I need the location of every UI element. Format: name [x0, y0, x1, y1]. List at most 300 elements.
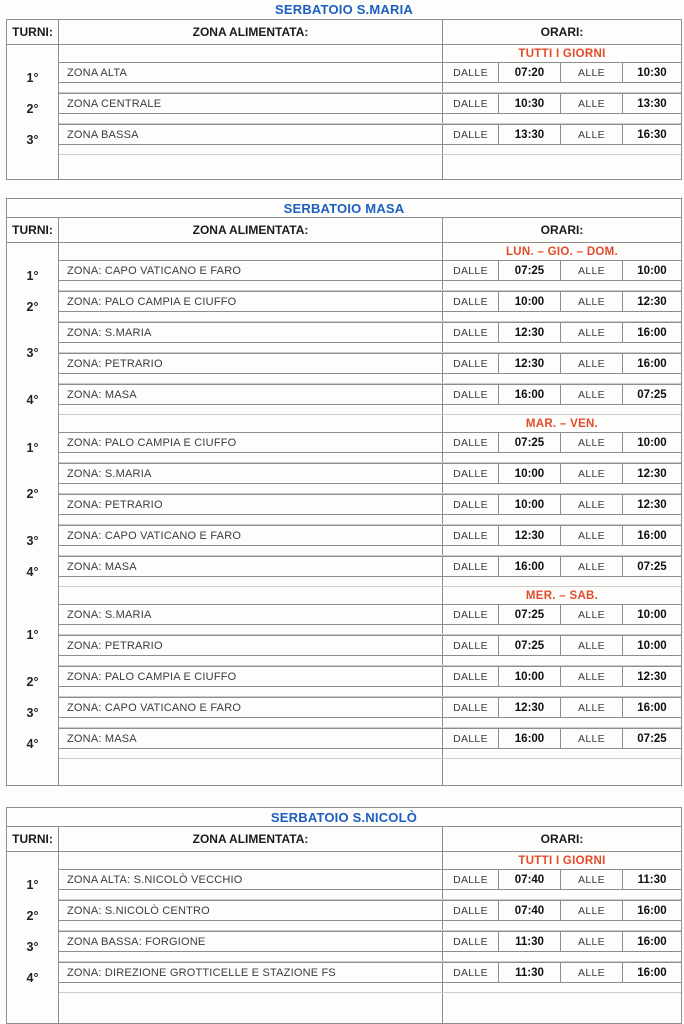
row-spacer-orari	[442, 114, 681, 123]
day-header-turni-spacer	[7, 243, 59, 260]
time-range	[442, 900, 681, 921]
schedule-row	[59, 728, 681, 749]
row-spacer-orari	[442, 890, 681, 899]
time-from: 12:30	[499, 697, 561, 718]
time-to: 10:30	[623, 62, 681, 83]
schedule-row	[59, 525, 681, 546]
alle-label: ALLE	[561, 697, 623, 718]
dalle-label: DALLE	[443, 728, 499, 749]
schedule-table-serbatoio-s-nicol	[6, 807, 682, 1024]
day-header-zona-spacer	[59, 587, 442, 604]
row-spacer-zona	[59, 625, 442, 634]
dalle-label: DALLE	[443, 384, 499, 405]
table-footer-spacer	[7, 155, 681, 179]
row-spacer	[59, 546, 681, 556]
zone-name: ZONA CENTRALE	[59, 93, 442, 114]
row-spacer-zona	[59, 687, 442, 696]
alle-label: ALLE	[561, 525, 623, 546]
schedule-row	[59, 962, 681, 983]
schedule-row	[59, 635, 681, 656]
turno-block-rows	[59, 124, 681, 155]
alle-label: ALLE	[561, 124, 623, 145]
schedule-row	[59, 494, 681, 515]
row-spacer-zona	[59, 515, 442, 524]
alle-label: ALLE	[561, 463, 623, 484]
column-header-turni: TURNI:	[7, 20, 59, 44]
alle-label: ALLE	[561, 353, 623, 374]
time-range	[442, 604, 681, 625]
dalle-label: DALLE	[443, 556, 499, 577]
turno-block	[7, 124, 681, 155]
time-range	[442, 124, 681, 145]
turno-number: 3°	[7, 525, 59, 556]
time-to: 11:30	[623, 869, 681, 890]
time-to: 10:00	[623, 260, 681, 281]
zone-name: ZONA: CAPO VATICANO E FARO	[59, 697, 442, 718]
zone-name: ZONA: MASA	[59, 556, 442, 577]
row-spacer-zona	[59, 656, 442, 665]
time-range	[442, 463, 681, 484]
time-to: 16:00	[623, 931, 681, 952]
table-title: SERBATOIO MASA	[6, 198, 682, 218]
row-spacer-zona	[59, 484, 442, 493]
alle-label: ALLE	[561, 666, 623, 687]
zone-name: ZONA: S.MARIA	[59, 322, 442, 343]
time-from: 07:20	[499, 62, 561, 83]
row-spacer-orari	[442, 515, 681, 524]
day-header-turni-spacer	[7, 415, 59, 432]
time-range	[442, 869, 681, 890]
column-header-turni: TURNI:	[7, 218, 59, 242]
alle-label: ALLE	[561, 93, 623, 114]
turno-number: 4°	[7, 384, 59, 415]
alle-label: ALLE	[561, 931, 623, 952]
time-from: 16:00	[499, 728, 561, 749]
dalle-label: DALLE	[443, 604, 499, 625]
water-schedule-document	[6, 0, 682, 1024]
time-range	[442, 556, 681, 577]
zone-name: ZONA: PALO CAMPIA E CIUFFO	[59, 432, 442, 453]
table-body	[6, 827, 682, 1024]
day-header: MER. – SAB.	[442, 587, 681, 604]
column-header-orari: ORARI:	[442, 218, 681, 242]
schedule-row	[59, 322, 681, 343]
alle-label: ALLE	[561, 260, 623, 281]
zone-name: ZONA: S.MARIA	[59, 463, 442, 484]
turno-number: 3°	[7, 124, 59, 155]
row-spacer-orari	[442, 983, 681, 992]
schedule-row	[59, 697, 681, 718]
row-spacer-orari	[442, 312, 681, 321]
table-footer-spacer	[7, 759, 681, 785]
time-to: 12:30	[623, 494, 681, 515]
footer-spacer-turni	[7, 155, 59, 179]
row-spacer	[59, 718, 681, 728]
dalle-label: DALLE	[443, 900, 499, 921]
turno-block-rows	[59, 62, 681, 93]
zone-name: ZONA: PETRARIO	[59, 494, 442, 515]
time-to: 10:00	[623, 432, 681, 453]
row-spacer	[59, 577, 681, 587]
day-header-zona-spacer	[59, 852, 442, 869]
turno-block	[7, 93, 681, 124]
schedule-row	[59, 62, 681, 83]
day-header: MAR. – VEN.	[442, 415, 681, 432]
dalle-label: DALLE	[443, 494, 499, 515]
time-from: 07:25	[499, 432, 561, 453]
zone-name: ZONA: PALO CAMPIA E CIUFFO	[59, 291, 442, 312]
time-from: 11:30	[499, 931, 561, 952]
time-range	[442, 635, 681, 656]
turno-block	[7, 463, 681, 525]
zone-name: ZONA: S.NICOLÒ CENTRO	[59, 900, 442, 921]
row-spacer-orari	[442, 343, 681, 352]
row-spacer-orari	[442, 281, 681, 290]
row-spacer-zona	[59, 281, 442, 290]
time-range	[442, 494, 681, 515]
schedule-table-serbatoio-s-maria	[6, 0, 682, 180]
dalle-label: DALLE	[443, 962, 499, 983]
row-spacer-zona	[59, 546, 442, 555]
dalle-label: DALLE	[443, 260, 499, 281]
dalle-label: DALLE	[443, 666, 499, 687]
row-spacer	[59, 515, 681, 525]
row-spacer-orari	[442, 577, 681, 586]
alle-label: ALLE	[561, 384, 623, 405]
row-spacer-orari	[442, 952, 681, 961]
zone-name: ZONA: MASA	[59, 728, 442, 749]
time-range	[442, 931, 681, 952]
day-header-row	[7, 415, 681, 432]
schedule-row	[59, 260, 681, 281]
turno-block	[7, 931, 681, 962]
time-from: 12:30	[499, 525, 561, 546]
schedule-row	[59, 666, 681, 687]
footer-spacer-orari	[442, 759, 681, 785]
table-body	[6, 218, 682, 786]
time-from: 10:00	[499, 494, 561, 515]
turno-block	[7, 384, 681, 415]
turno-number: 2°	[7, 900, 59, 931]
row-spacer	[59, 312, 681, 322]
time-from: 07:25	[499, 635, 561, 656]
row-spacer	[59, 405, 681, 415]
alle-label: ALLE	[561, 962, 623, 983]
turno-block	[7, 291, 681, 322]
time-to: 10:00	[623, 604, 681, 625]
row-spacer	[59, 625, 681, 635]
row-spacer	[59, 952, 681, 962]
row-spacer	[59, 145, 681, 155]
time-range	[442, 728, 681, 749]
time-range	[442, 353, 681, 374]
time-range	[442, 697, 681, 718]
turno-block-rows	[59, 697, 681, 728]
time-range	[442, 93, 681, 114]
time-range	[442, 291, 681, 312]
zone-name: ZONA ALTA: S.NICOLÒ VECCHIO	[59, 869, 442, 890]
schedule-row	[59, 93, 681, 114]
dalle-label: DALLE	[443, 62, 499, 83]
row-spacer	[59, 343, 681, 353]
day-header-row	[7, 852, 681, 869]
turno-block-rows	[59, 525, 681, 556]
turno-number: 1°	[7, 62, 59, 93]
turno-block-rows	[59, 962, 681, 993]
time-to: 12:30	[623, 463, 681, 484]
turno-number: 1°	[7, 604, 59, 666]
footer-spacer-zona	[59, 155, 442, 179]
time-to: 16:00	[623, 525, 681, 546]
row-spacer-zona	[59, 145, 442, 154]
row-spacer	[59, 374, 681, 384]
row-spacer-orari	[442, 453, 681, 462]
row-spacer-orari	[442, 405, 681, 414]
alle-label: ALLE	[561, 494, 623, 515]
zone-name: ZONA: CAPO VATICANO E FARO	[59, 260, 442, 281]
day-header-row	[7, 45, 681, 62]
time-to: 16:00	[623, 962, 681, 983]
turno-block-rows	[59, 384, 681, 415]
row-spacer	[59, 656, 681, 666]
row-spacer	[59, 749, 681, 759]
row-spacer	[59, 281, 681, 291]
time-to: 16:00	[623, 900, 681, 921]
time-to: 12:30	[623, 666, 681, 687]
schedule-row	[59, 931, 681, 952]
turno-block	[7, 900, 681, 931]
row-spacer	[59, 484, 681, 494]
time-to: 07:25	[623, 384, 681, 405]
footer-spacer-orari	[442, 155, 681, 179]
row-spacer-orari	[442, 749, 681, 758]
time-to: 07:25	[623, 728, 681, 749]
turno-block-rows	[59, 869, 681, 900]
day-header-row	[7, 587, 681, 604]
row-spacer-zona	[59, 453, 442, 462]
turno-block	[7, 556, 681, 587]
turno-number: 1°	[7, 432, 59, 463]
row-spacer-zona	[59, 749, 442, 758]
turno-block-rows	[59, 463, 681, 525]
day-header-turni-spacer	[7, 45, 59, 62]
time-range	[442, 432, 681, 453]
time-range	[442, 62, 681, 83]
row-spacer-zona	[59, 83, 442, 92]
turno-block	[7, 666, 681, 697]
schedule-row	[59, 556, 681, 577]
zone-name: ZONA BASSA: FORGIONE	[59, 931, 442, 952]
time-from: 12:30	[499, 322, 561, 343]
time-from: 07:25	[499, 260, 561, 281]
schedule-row	[59, 869, 681, 890]
table-title: SERBATOIO S.MARIA	[6, 0, 682, 20]
turno-number: 2°	[7, 291, 59, 322]
schedule-row	[59, 604, 681, 625]
turno-block	[7, 962, 681, 993]
time-from: 10:30	[499, 93, 561, 114]
column-header-zona: ZONA ALIMENTATA:	[192, 832, 309, 846]
zone-name: ZONA: S.MARIA	[59, 604, 442, 625]
schedule-row	[59, 291, 681, 312]
turno-number: 1°	[7, 260, 59, 291]
time-to: 16:00	[623, 697, 681, 718]
alle-label: ALLE	[561, 604, 623, 625]
zone-name: ZONA BASSA	[59, 124, 442, 145]
schedule-row	[59, 124, 681, 145]
schedule-row	[59, 463, 681, 484]
time-from: 10:00	[499, 291, 561, 312]
dalle-label: DALLE	[443, 697, 499, 718]
turno-number: 4°	[7, 728, 59, 759]
row-spacer-zona	[59, 312, 442, 321]
turno-block-rows	[59, 900, 681, 931]
row-spacer-orari	[442, 484, 681, 493]
column-header-zona: ZONA ALIMENTATA:	[192, 223, 309, 237]
dalle-label: DALLE	[443, 869, 499, 890]
time-from: 10:00	[499, 463, 561, 484]
column-header-row	[7, 218, 681, 243]
row-spacer-orari	[442, 625, 681, 634]
time-from: 11:30	[499, 962, 561, 983]
zone-name: ZONA ALTA	[59, 62, 442, 83]
zone-name: ZONA: MASA	[59, 384, 442, 405]
turno-block	[7, 62, 681, 93]
row-spacer	[59, 890, 681, 900]
alle-label: ALLE	[561, 62, 623, 83]
dalle-label: DALLE	[443, 432, 499, 453]
row-spacer-orari	[442, 718, 681, 727]
turno-block-rows	[59, 556, 681, 587]
row-spacer-orari	[442, 145, 681, 154]
schedule-row	[59, 353, 681, 374]
turno-number: 4°	[7, 962, 59, 993]
row-spacer-orari	[442, 687, 681, 696]
row-spacer-zona	[59, 921, 442, 930]
row-spacer-orari	[442, 656, 681, 665]
turno-block-rows	[59, 322, 681, 384]
footer-spacer-turni	[7, 759, 59, 785]
dalle-label: DALLE	[443, 322, 499, 343]
row-spacer	[59, 921, 681, 931]
day-header-zona-spacer	[59, 243, 442, 260]
time-range	[442, 962, 681, 983]
alle-label: ALLE	[561, 432, 623, 453]
day-header: TUTTI I GIORNI	[442, 45, 681, 62]
row-spacer	[59, 983, 681, 993]
schedule-table-serbatoio-masa	[6, 198, 682, 786]
turno-block	[7, 697, 681, 728]
day-header: LUN. – GIO. – DOM.	[442, 243, 681, 260]
turno-block-rows	[59, 931, 681, 962]
zone-name: ZONA: PETRARIO	[59, 635, 442, 656]
row-spacer-zona	[59, 343, 442, 352]
turno-number: 2°	[7, 93, 59, 124]
column-header-zona: ZONA ALIMENTATA:	[192, 25, 309, 39]
alle-label: ALLE	[561, 869, 623, 890]
table-footer-spacer	[7, 993, 681, 1023]
turno-block	[7, 604, 681, 666]
alle-label: ALLE	[561, 556, 623, 577]
alle-label: ALLE	[561, 322, 623, 343]
time-from: 10:00	[499, 666, 561, 687]
zone-name: ZONA: PETRARIO	[59, 353, 442, 374]
row-spacer-zona	[59, 890, 442, 899]
footer-spacer-turni	[7, 993, 59, 1023]
time-range	[442, 666, 681, 687]
time-range	[442, 384, 681, 405]
dalle-label: DALLE	[443, 463, 499, 484]
dalle-label: DALLE	[443, 124, 499, 145]
column-header-turni: TURNI:	[7, 827, 59, 851]
time-from: 07:40	[499, 869, 561, 890]
turno-number: 4°	[7, 556, 59, 587]
turno-number: 1°	[7, 869, 59, 900]
dalle-label: DALLE	[443, 291, 499, 312]
column-header-row	[7, 20, 681, 45]
turno-number: 3°	[7, 322, 59, 384]
time-to: 16:00	[623, 353, 681, 374]
row-spacer-zona	[59, 114, 442, 123]
row-spacer-zona	[59, 952, 442, 961]
turno-block-rows	[59, 260, 681, 291]
dalle-label: DALLE	[443, 525, 499, 546]
turno-block-rows	[59, 93, 681, 124]
row-spacer-orari	[442, 921, 681, 930]
row-spacer	[59, 453, 681, 463]
row-spacer	[59, 83, 681, 93]
row-spacer	[59, 687, 681, 697]
time-to: 12:30	[623, 291, 681, 312]
dalle-label: DALLE	[443, 353, 499, 374]
time-to: 16:00	[623, 322, 681, 343]
row-spacer-zona	[59, 983, 442, 992]
time-to: 16:30	[623, 124, 681, 145]
time-from: 13:30	[499, 124, 561, 145]
dalle-label: DALLE	[443, 635, 499, 656]
column-header-orari: ORARI:	[442, 20, 681, 44]
day-header-turni-spacer	[7, 587, 59, 604]
footer-spacer-zona	[59, 993, 442, 1023]
alle-label: ALLE	[561, 635, 623, 656]
turno-block-rows	[59, 604, 681, 666]
alle-label: ALLE	[561, 900, 623, 921]
day-header: TUTTI I GIORNI	[442, 852, 681, 869]
turno-block-rows	[59, 432, 681, 463]
alle-label: ALLE	[561, 728, 623, 749]
turno-block	[7, 869, 681, 900]
time-from: 07:25	[499, 604, 561, 625]
dalle-label: DALLE	[443, 93, 499, 114]
row-spacer-zona	[59, 374, 442, 383]
row-spacer-orari	[442, 374, 681, 383]
day-header-turni-spacer	[7, 852, 59, 869]
turno-block	[7, 728, 681, 759]
time-to: 07:25	[623, 556, 681, 577]
footer-spacer-zona	[59, 759, 442, 785]
turno-number: 3°	[7, 931, 59, 962]
turno-number: 2°	[7, 463, 59, 525]
row-spacer-zona	[59, 577, 442, 586]
dalle-label: DALLE	[443, 931, 499, 952]
row-spacer-zona	[59, 405, 442, 414]
day-header-zona-spacer	[59, 45, 442, 62]
turno-block-rows	[59, 728, 681, 759]
day-header-zona-spacer	[59, 415, 442, 432]
alle-label: ALLE	[561, 291, 623, 312]
row-spacer-zona	[59, 718, 442, 727]
column-header-orari: ORARI:	[442, 827, 681, 851]
